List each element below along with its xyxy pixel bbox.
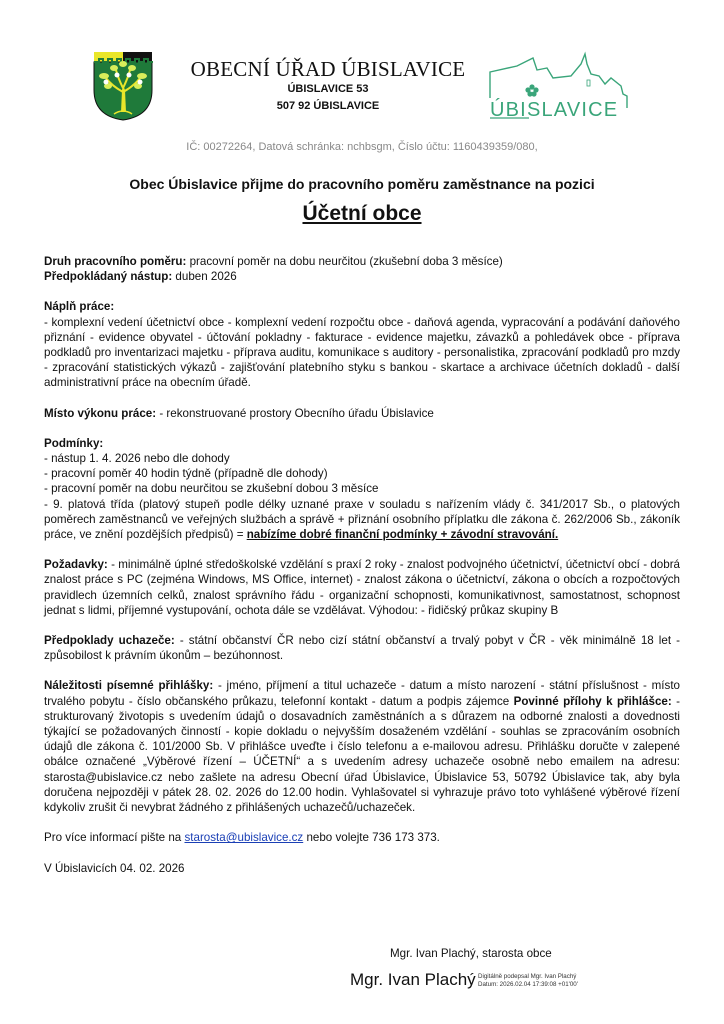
condition-item: - nástup 1. 4. 2026 nebo dle dohody: [44, 452, 230, 466]
digital-signature-line-1: Digitálně podepsal Mgr. Ivan Plachý: [478, 973, 577, 980]
application-text-1: - jméno, příjmení a titul uchazeče - datum a místo narození - státní příslušnost - místo trvalého pobytu - číslo občanského průkazu, telefonní kontakt - datum a podpis zájemce: [44, 679, 680, 708]
contact-prefix: Pro více informací pište na: [44, 831, 185, 845]
digital-signature-name: Mgr. Ivan Plachý: [350, 970, 476, 989]
requirements: [44, 557, 680, 618]
salary-highlight: nabízíme dobré finanční podmínky + závodní stravování.: [246, 528, 559, 542]
workplace-label: Místo výkonu práce:: [44, 406, 157, 420]
village-logo-text: ÚBISLAVICE: [490, 99, 619, 121]
village-logo: [487, 50, 642, 122]
application-label: Náležitosti písemné přihlášky:: [44, 679, 214, 693]
application-requirements: [44, 678, 680, 815]
digital-signature-details: [478, 973, 578, 989]
condition-item: - pracovní poměr na dobu neurčitou se zkušební dobou 3 měsíce: [44, 482, 379, 496]
employment-type-label: Druh pracovního poměru:: [44, 255, 187, 268]
address-line-2: 507 92 ÚBISLAVICE: [276, 100, 380, 112]
start-date-value: duben 2026: [172, 270, 237, 284]
start-date-label: Předpokládaný nástup:: [44, 270, 173, 284]
prerequisites-label: Předpoklady uchazeče:: [44, 634, 175, 648]
posting-body: [44, 254, 680, 876]
prerequisites: [44, 633, 680, 663]
condition-item: - pracovní poměr 40 hodin týdně (případně dle dohody): [44, 467, 328, 481]
salary-condition: [44, 497, 680, 543]
duties-heading: Náplň práce:: [44, 300, 115, 314]
start-date: [44, 269, 680, 284]
contact-info: [44, 830, 680, 845]
duties-text: - komplexní vedení účetnictví obce - komplexní vedení rozpočtu obce - daňová agenda, vypracování a podávání daňového přiznání - evidence obyvatel - účtování pokladny - fakturace - evidence majetku, závazků a pohledávek obce - příprava podkladů pro inventarizaci majetku - příprava auditu, komunikace s auditory - personalistika, zpracování podkladů pro mzdy - zpracování statistických výkazů - zajišťování platebního styku s bankou - skartace a archivace účetních dokladů - další administrativní práce na obecním úřadě.: [44, 315, 680, 390]
contact-email-link[interactable]: starosta@ubislavice.cz: [184, 831, 304, 845]
requirements-label: Požadavky:: [44, 558, 108, 572]
signer-line: Mgr. Ivan Plachý, starosta obce: [390, 947, 552, 960]
employment-type-value: pracovní poměr na dobu neurčitou (zkušební doba 3 měsíce): [186, 255, 503, 268]
digital-signature-line-2: Datum: 2026.02.04 17:39:08 +01'00': [478, 981, 578, 988]
position-title: Účetní obce: [302, 202, 422, 225]
conditions-heading: Podmínky:: [44, 436, 104, 450]
coat-of-arms-icon: [92, 50, 154, 122]
posting-intro: Obec Úbislavice přijme do pracovního poměru zaměstnance na pozici: [129, 176, 595, 192]
place-and-date: V Úbislavicích 04. 02. 2026: [44, 861, 185, 875]
application-text-2: - strukturovaný životopis s uvedením údajů o dosavadních zaměstnáních a s důrazem na odborné znalosti a dovednosti týkající se požadovaných činností - kopie dokladu o nejvyšším dosaženém vzdělání - souhlas se zpracováním osobních údajů dle zákona č. 101/2000 Sb. V přihlášce uveďte i číslo telefonu a e-mailovou adresu. Přihlášku doručte v zalepené obálce označené „Výběrové řízení – ÚČETNÍ“ a s uvedením adresy uchazeče osobně nebo emailem na adresu: starosta@ubislavice.cz nebo zašlete na adresu Obecní úřad Úbislavice, Úbislavice 53, 50792 Úbislavice tak, aby byla doručena nejpozději v pátek 28. 02. 2026 do 12.00 hodin. Vyhlašovatel si vyhrazuje právo toto vyhlášené výběrové řízení kdykoliv zrušit či nevybrat žádného z přihlášených uchazečů/uchazeček.: [44, 694, 680, 815]
workplace-value: - rekonstruované prostory Obecního úřadu Úbislavice: [156, 406, 434, 420]
requirements-text: - minimálně úplné středoškolské vzdělání s praxí 2 roky - znalost podvojného účetnictví, účetnictví obcí - dobrá znalost práce s PC (zejména Windows, MS Office, internet) - znalost zákona o účetnictví, zákona o obcích a rozpočtových pravidlech územních celků, znalost správního řádu - organizační schopnosti, komunikativnost, samostatnost, schopnost jednat s lidmi, příjemné vystupování, ochota dále se vzdělávat. Výhodou: - řidičský průkaz skupiny B: [44, 558, 680, 617]
salary-text: - 9. platová třída (platový stupeň podle délky uznané praxe v souladu s nařízením vlády č. 341/2017 Sb., o platových poměrech zaměstnanců ve veřejných službách a správě + přiznání osobního příplatku dle zákona č. 262/2006 Sb., zákoník práce, ve znění pozdějších předpisů) =: [44, 497, 680, 542]
registration-identifiers: IČ: 00272264, Datová schránka: nchbsgm, Číslo účtu: 1160439359/080,: [186, 141, 538, 153]
office-title: OBECNÍ ÚŘAD ÚBISLAVICE: [190, 57, 466, 81]
attachments-label: Povinné přílohy k přihlášce:: [513, 694, 672, 708]
employment-type: [44, 254, 680, 269]
address-line-1: ÚBISLAVICE 53: [287, 83, 369, 95]
workplace: [44, 406, 680, 421]
contact-suffix: nebo volejte 736 173 373.: [303, 831, 440, 845]
prerequisites-text: - státní občanství ČR nebo cizí státní občanství a trvalý pobyt v ČR - věk minimálně 18 let - způsobilost k právním úkonům – bezúhonnost.: [44, 634, 680, 663]
